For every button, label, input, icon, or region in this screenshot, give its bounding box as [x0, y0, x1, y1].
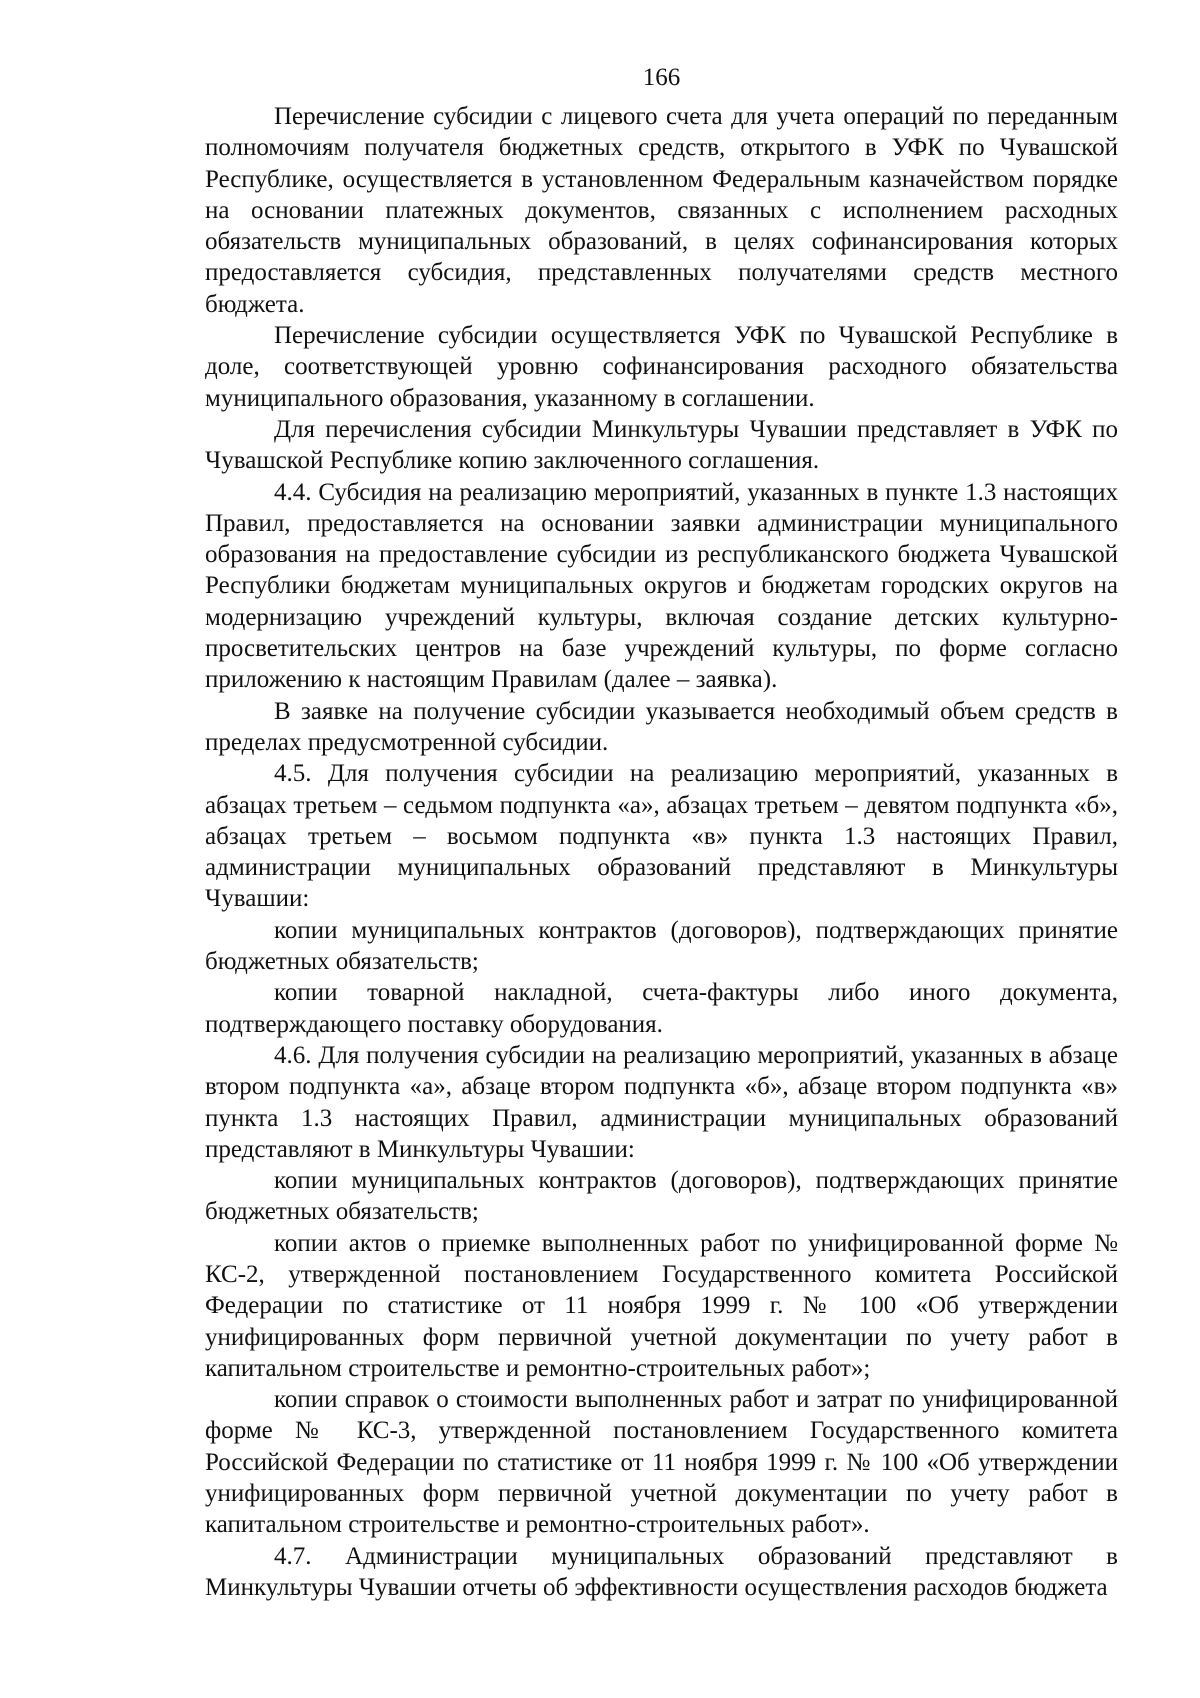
paragraph-transfer-procedure: Перечисление субсидии с лицевого счета для учета операций по переданным полномочиям получателя бюджетных средств, открытого в УФК по Чувашской Республике, осуществляется в установленном Федеральным казначейством порядке на основании платежных документов, связанных с исполнением расходных обязательств муниципальных образований, в целях софинансирования которых предоставляется субсидия, представленных получателями средств местного бюджета. [205, 103, 1118, 318]
paragraph-invoice-copies: копии товарной накладной, счета-фактуры либо иного документа, подтверждающего поставку оборудования. [205, 979, 1118, 1038]
paragraph-4-7: 4.7. Администрации муниципальных образований представляют в Минкультуры Чувашии отчеты об эффективности осуществления расходов бюджета [205, 1542, 1118, 1601]
paragraph-contract-copies-2: копии муниципальных контрактов (договоров), подтверждающих принятие бюджетных обязательств; [205, 1167, 1118, 1226]
paragraph-4-6: 4.6. Для получения субсидии на реализацию мероприятий, указанных в абзаце втором подпункта «а», абзаце втором подпункта «б», абзаце втором подпункта «в» пункта 1.3 настоящих Правил, администрации муниципальных образований представляют в Минкультуры Чувашии: [205, 1041, 1118, 1163]
page-number: 166 [642, 64, 681, 91]
document-page [205, 62, 1118, 1603]
paragraph-contract-copies: копии муниципальных контрактов (договоров), подтверждающих принятие бюджетных обязательств; [205, 916, 1118, 976]
paragraph-4-4: 4.4. Субсидия на реализацию мероприятий, указанных в пункте 1.3 настоящих Правил, предоставляется на основании заявки администрации муниципального образования на предоставление субсидии из республиканского бюджета Чувашской Республики бюджетам муниципальных округов и бюджетам городских округов на модернизацию учреждений культуры, включая создание детских культурно-просветительских центров на базе учреждений культуры, по форме согласно приложению к настоящим Правилам (далее – заявка). [205, 478, 1118, 694]
paragraph-4-5: 4.5. Для получения субсидии на реализацию мероприятий, указанных в абзацах третьем – седьмом подпункта «а», абзацах третьем – девятом подпункта «б», абзацах третьем – восьмом подпункта «в» пункта 1.3 настоящих Правил, администрации муниципальных образований представляют в Минкультуры Чувашии: [205, 760, 1118, 913]
paragraph-ks3-certificates: копии справок о стоимости выполненных работ и затрат по унифицированной форме № КС-3, утвержденной постановлением Государственного комитета Российской Федерации по статистике от 11 ноября 1999 г. № 100 «Об утверждении унифицированных форм первичной учетной документации по учету работ в капитальном строительстве и ремонтно-строительных работ». [205, 1386, 1118, 1539]
paragraph-ks2-acts: копии актов о приемке выполненных работ по унифицированной форме № КС-2, утвержденной постановлением Государственного комитета Российской Федерации по статистике от 11 ноября 1999 г. № 100 «Об утверждении унифицированных форм первичной учетной документации по учету работ в капитальном строительстве и ремонтно-строительных работ»; [205, 1229, 1118, 1382]
paragraph-agreement-copy: Для перечисления субсидии Минкультуры Чувашии представляет в УФК по Чувашской Республике копию заключенного соглашения. [205, 415, 1118, 475]
paragraph-transfer-share: Перечисление субсидии осуществляется УФК по Чувашской Республике в доле, соответствующей уровню софинансирования расходного обязательства муниципального образования, указанному в соглашении. [205, 322, 1118, 412]
paragraph-application-amount: В заявке на получение субсидии указывается необходимый объем средств в пределах предусмотренной субсидии. [205, 697, 1118, 756]
